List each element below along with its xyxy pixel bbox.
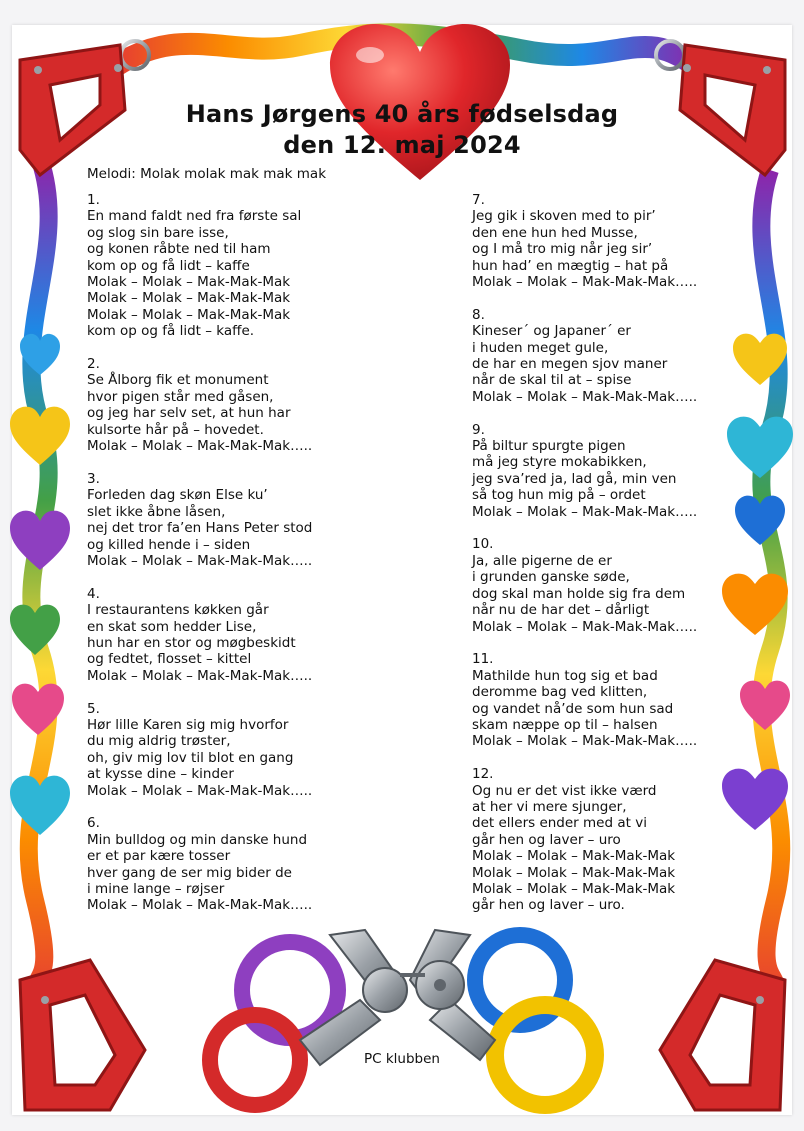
verse [472,192,772,290]
verse-line: Og nu er det vist ikke værd [472,782,657,799]
verse-number: 7. [472,192,485,208]
verse-gap [87,340,357,356]
verses-left-column [87,192,357,914]
verse-gap [87,684,357,700]
footer-credit: PC klubben [364,1051,440,1067]
verse-number: 11. [472,651,494,668]
verse-line: hver gang de ser mig bider de [87,864,292,881]
verse-line: i huden meget gule, [472,339,609,356]
verse-line: Molak – Molak – Mak-Mak-Mak….. [472,503,698,520]
verse-number: 10. [472,536,494,553]
verse-number: 1. [87,192,100,208]
verse-line: Min bulldog og min danske hund [87,831,308,848]
verse-line: når nu de har det – dårligt [472,602,650,619]
handcuff-corner-bottom-left-icon [20,960,145,1110]
verse-line: kulsorte hår på – hovedet. [87,421,264,438]
verse-number: 5. [87,700,100,717]
verse-line: Molak – Molak – Mak-Mak-Mak….. [87,897,313,914]
verse-line: Molak – Molak – Mak-Mak-Mak….. [87,438,313,455]
verse-number: 2. [87,356,100,373]
verse-line: Kineser´ og Japaner´ er [472,323,631,340]
verse-line: du mig aldrig trøster, [87,733,231,750]
verse-gap [87,569,357,585]
verse-line: I restaurantens køkken går [87,602,269,619]
verse [87,471,357,569]
verse-line: hun had’ en mægtig – hat på [472,257,669,274]
verse-line: kom op og få lidt – kaffe [87,257,250,274]
verse-line: Ja, alle pigerne de er [472,552,612,569]
melody-line: Melodi: Molak molak mak mak mak [87,166,327,182]
verse-line: Molak – Molak – Mak-Mak-Mak….. [87,552,313,569]
verse-gap [472,750,772,766]
verse-line: hun har en stor og møgbeskidt [87,634,296,651]
verse-line: deromme bag ved klitten, [472,684,648,701]
verse-line: en skat som hedder Lise, [87,618,257,635]
verse [472,307,772,405]
verse-line: og slog sin bare isse, [87,224,229,241]
verse-line: Molak – Molak – Mak-Mak-Mak….. [472,733,698,750]
verse-line: slet ikke åbne låsen, [87,503,226,520]
verse-line: de har en megen sjov maner [472,356,668,373]
verse-line: Hør lille Karen sig mig hvorfor [87,716,289,733]
verse-line: Molak – Molak – Mak-Mak-Mak [472,848,676,865]
verse-line: Molak – Molak – Mak-Mak-Mak….. [472,274,698,291]
verse-line: i grunden ganske søde, [472,569,630,586]
verse-number: 3. [87,470,100,487]
verse-line: Molak – Molak – Mak-Mak-Mak….. [472,388,698,405]
verse [472,651,772,749]
verse-line: og killed hende i – siden [87,536,251,553]
verse-line: nej det tror fa’en Hans Peter stod [87,520,313,537]
verse-line: Molak – Molak – Mak-Mak-Mak [472,880,676,897]
verse-line: En mand faldt ned fra første sal [87,208,302,225]
verse-line: Molak – Molak – Mak-Mak-Mak [87,290,291,307]
verse-line: når de skal til at – spise [472,372,632,389]
verse-line: at her vi mere sjunger, [472,798,627,815]
verse-gap [472,635,772,651]
verse-line: Molak – Molak – Mak-Mak-Mak [472,864,676,881]
verse [87,356,357,454]
verse-line: På biltur spurgte pigen [472,438,626,455]
verse-line: Molak – Molak – Mak-Mak-Mak….. [87,782,313,799]
verse-line: og fedtet, flosset – kittel [87,651,252,668]
verses-right-column [472,192,772,914]
verse-number: 4. [87,585,100,602]
page-title-line2: den 12. maj 2024 [283,131,521,159]
verse-gap [472,405,772,421]
page-title-line1: Hans Jørgens 40 års fødselsdag [185,100,619,128]
verse-line: Molak – Molak – Mak-Mak-Mak [87,274,291,291]
verse-line: Molak – Molak – Mak-Mak-Mak….. [87,667,313,684]
verse-line: hvor pigen står med gåsen, [87,388,274,405]
verse-line: Forleden dag skøn Else ku’ [87,487,268,504]
verse-line: dog skal man holde sig fra dem [472,585,686,602]
verse [87,701,357,799]
verse-line: går hen og laver – uro. [472,897,625,914]
verse-line: skam næppe op til – halsen [472,716,658,733]
verse [87,586,357,684]
verse [472,766,772,914]
verse-line: og konen råbte ned til ham [87,241,271,258]
verse-line: Mathilde hun tog sig et bad [472,667,658,684]
verse-line: så tog hun mig på – ordet [472,487,646,504]
verse-number: 6. [87,815,100,832]
verse-line: oh, giv mig lov til blot en gang [87,749,294,766]
verse-line: kom op og få lidt – kaffe. [87,323,255,340]
verse [87,192,357,340]
verse-gap [472,520,772,536]
verse-line: jeg sva’red ja, lad gå, min ven [472,470,677,487]
verse-line: i mine lange – røjser [87,880,225,897]
verse-line: er et par kære tosser [87,848,231,865]
verse-line: det ellers ender med at vi [472,815,647,832]
verse-line: Molak – Molak – Mak-Mak-Mak….. [472,618,698,635]
verse-number: 12. [472,766,494,783]
verse-line: og I må tro mig når jeg sir’ [472,241,653,258]
verse-line: må jeg styre mokabikken, [472,454,647,471]
verse-gap [87,454,357,470]
verse-gap [472,290,772,306]
verse [87,815,357,913]
verse-number: 9. [472,421,485,438]
verse-line: Molak – Molak – Mak-Mak-Mak [87,306,291,323]
verse-line: at kysse dine – kinder [87,766,234,783]
verse [472,422,772,520]
bottom-rings [210,935,595,1105]
verse-line: den ene hun hed Musse, [472,224,638,241]
verse-line: går hen og laver – uro [472,831,621,848]
handcuff-corner-bottom-right-icon [660,960,785,1110]
verse-number: 8. [472,306,485,323]
verse-line: Se Ålborg fik et monument [87,372,269,389]
verse [472,536,772,634]
verse-line: og jeg har selv set, at hun har [87,405,291,422]
verse-gap [87,799,357,815]
verse-line: Jeg gik i skoven med to pir’ [472,208,656,225]
left-ribbon [29,160,49,1010]
verse-line: og vandet nå’de som hun sad [472,700,674,717]
